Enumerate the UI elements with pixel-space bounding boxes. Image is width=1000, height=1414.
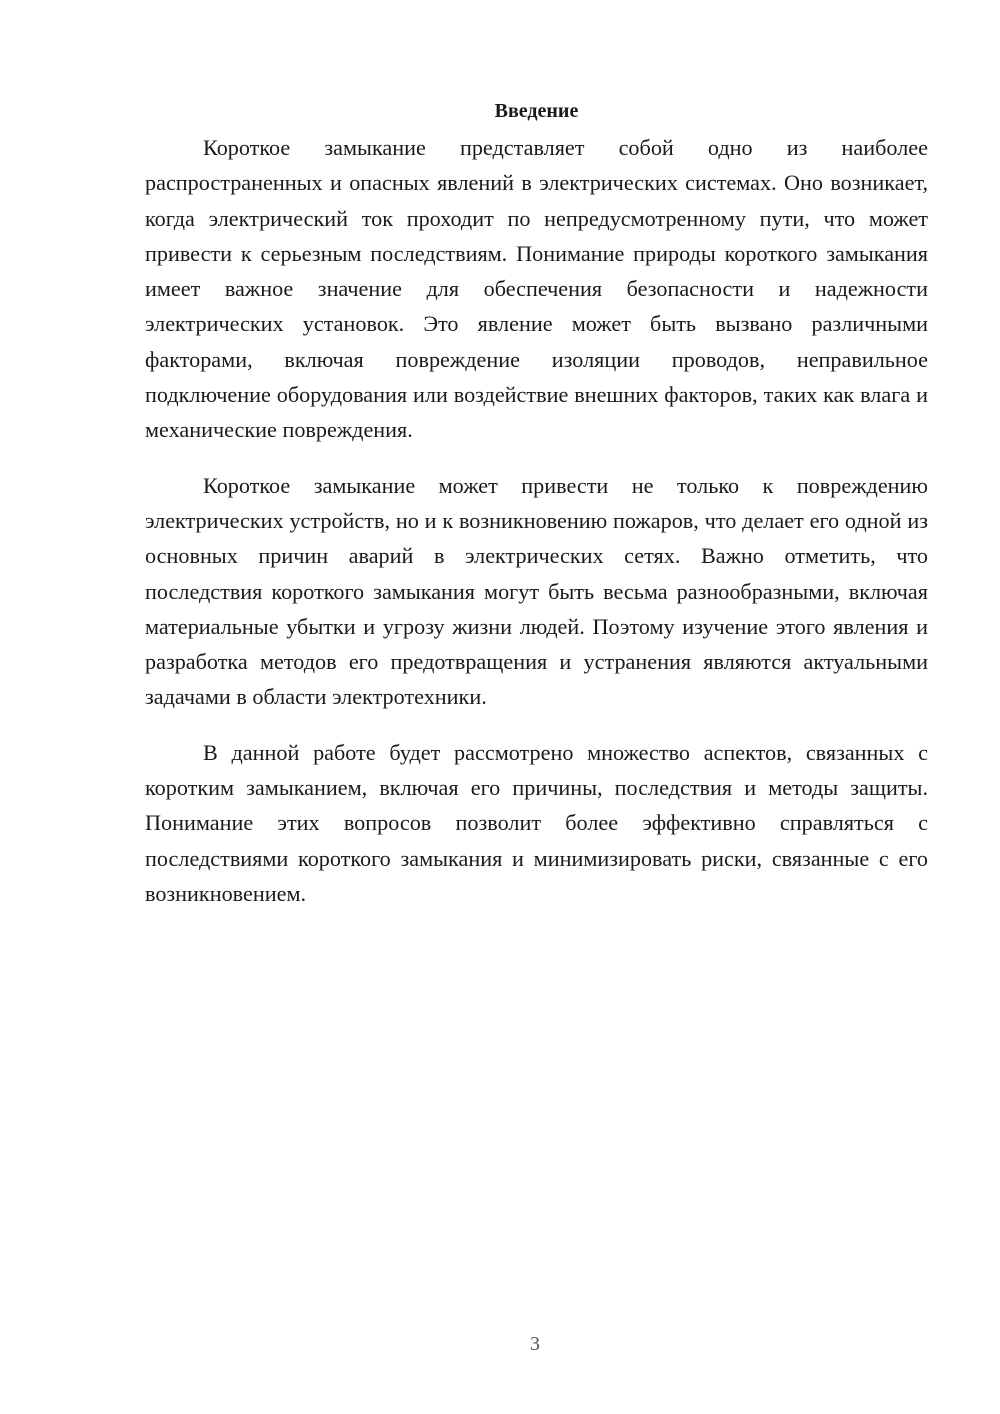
paragraph-1: Короткое замыкание представляет собой одно из наиболее распространенных и опасных явлений в электрических системах. Оно возникает, когда электрический ток проходит по непредусмотренному пути, что может привести к серьезным последствиям. Понимание природы короткого замыкания имеет важное значение для обеспечения безопасности и надежности электрических установок. Это явление может быть вызвано различными факторами, включая повреждение изоляции проводов, неправильное подключение оборудования или воздействие внешних факторов, таких как влага и механические повреждения.: [145, 135, 928, 443]
page-content: [145, 96, 928, 931]
paragraph-3: В данной работе будет рассмотрено множество аспектов, связанных с коротким замыканием, включая его причины, последствия и методы защиты. Понимание этих вопросов позволит более эффективно справляться с последствиями короткого замыкания и минимизировать риски, связанные с его возникновением.: [145, 739, 928, 906]
page-title: Введение: [494, 100, 579, 122]
page-number: 3: [530, 1333, 540, 1355]
paragraph-2: Короткое замыкание может привести не только к повреждению электрических устройств, но и к возникновению пожаров, что делает его одной из основных причин аварий в электрических сетях. Важно отметить, что последствия короткого замыкания могут быть весьма разнообразными, включая материальные убытки и угрозу жизни людей. Поэтому изучение этого явления и разработка методов его предотвращения и устранения являются актуальными задачами в области электротехники.: [145, 472, 928, 710]
